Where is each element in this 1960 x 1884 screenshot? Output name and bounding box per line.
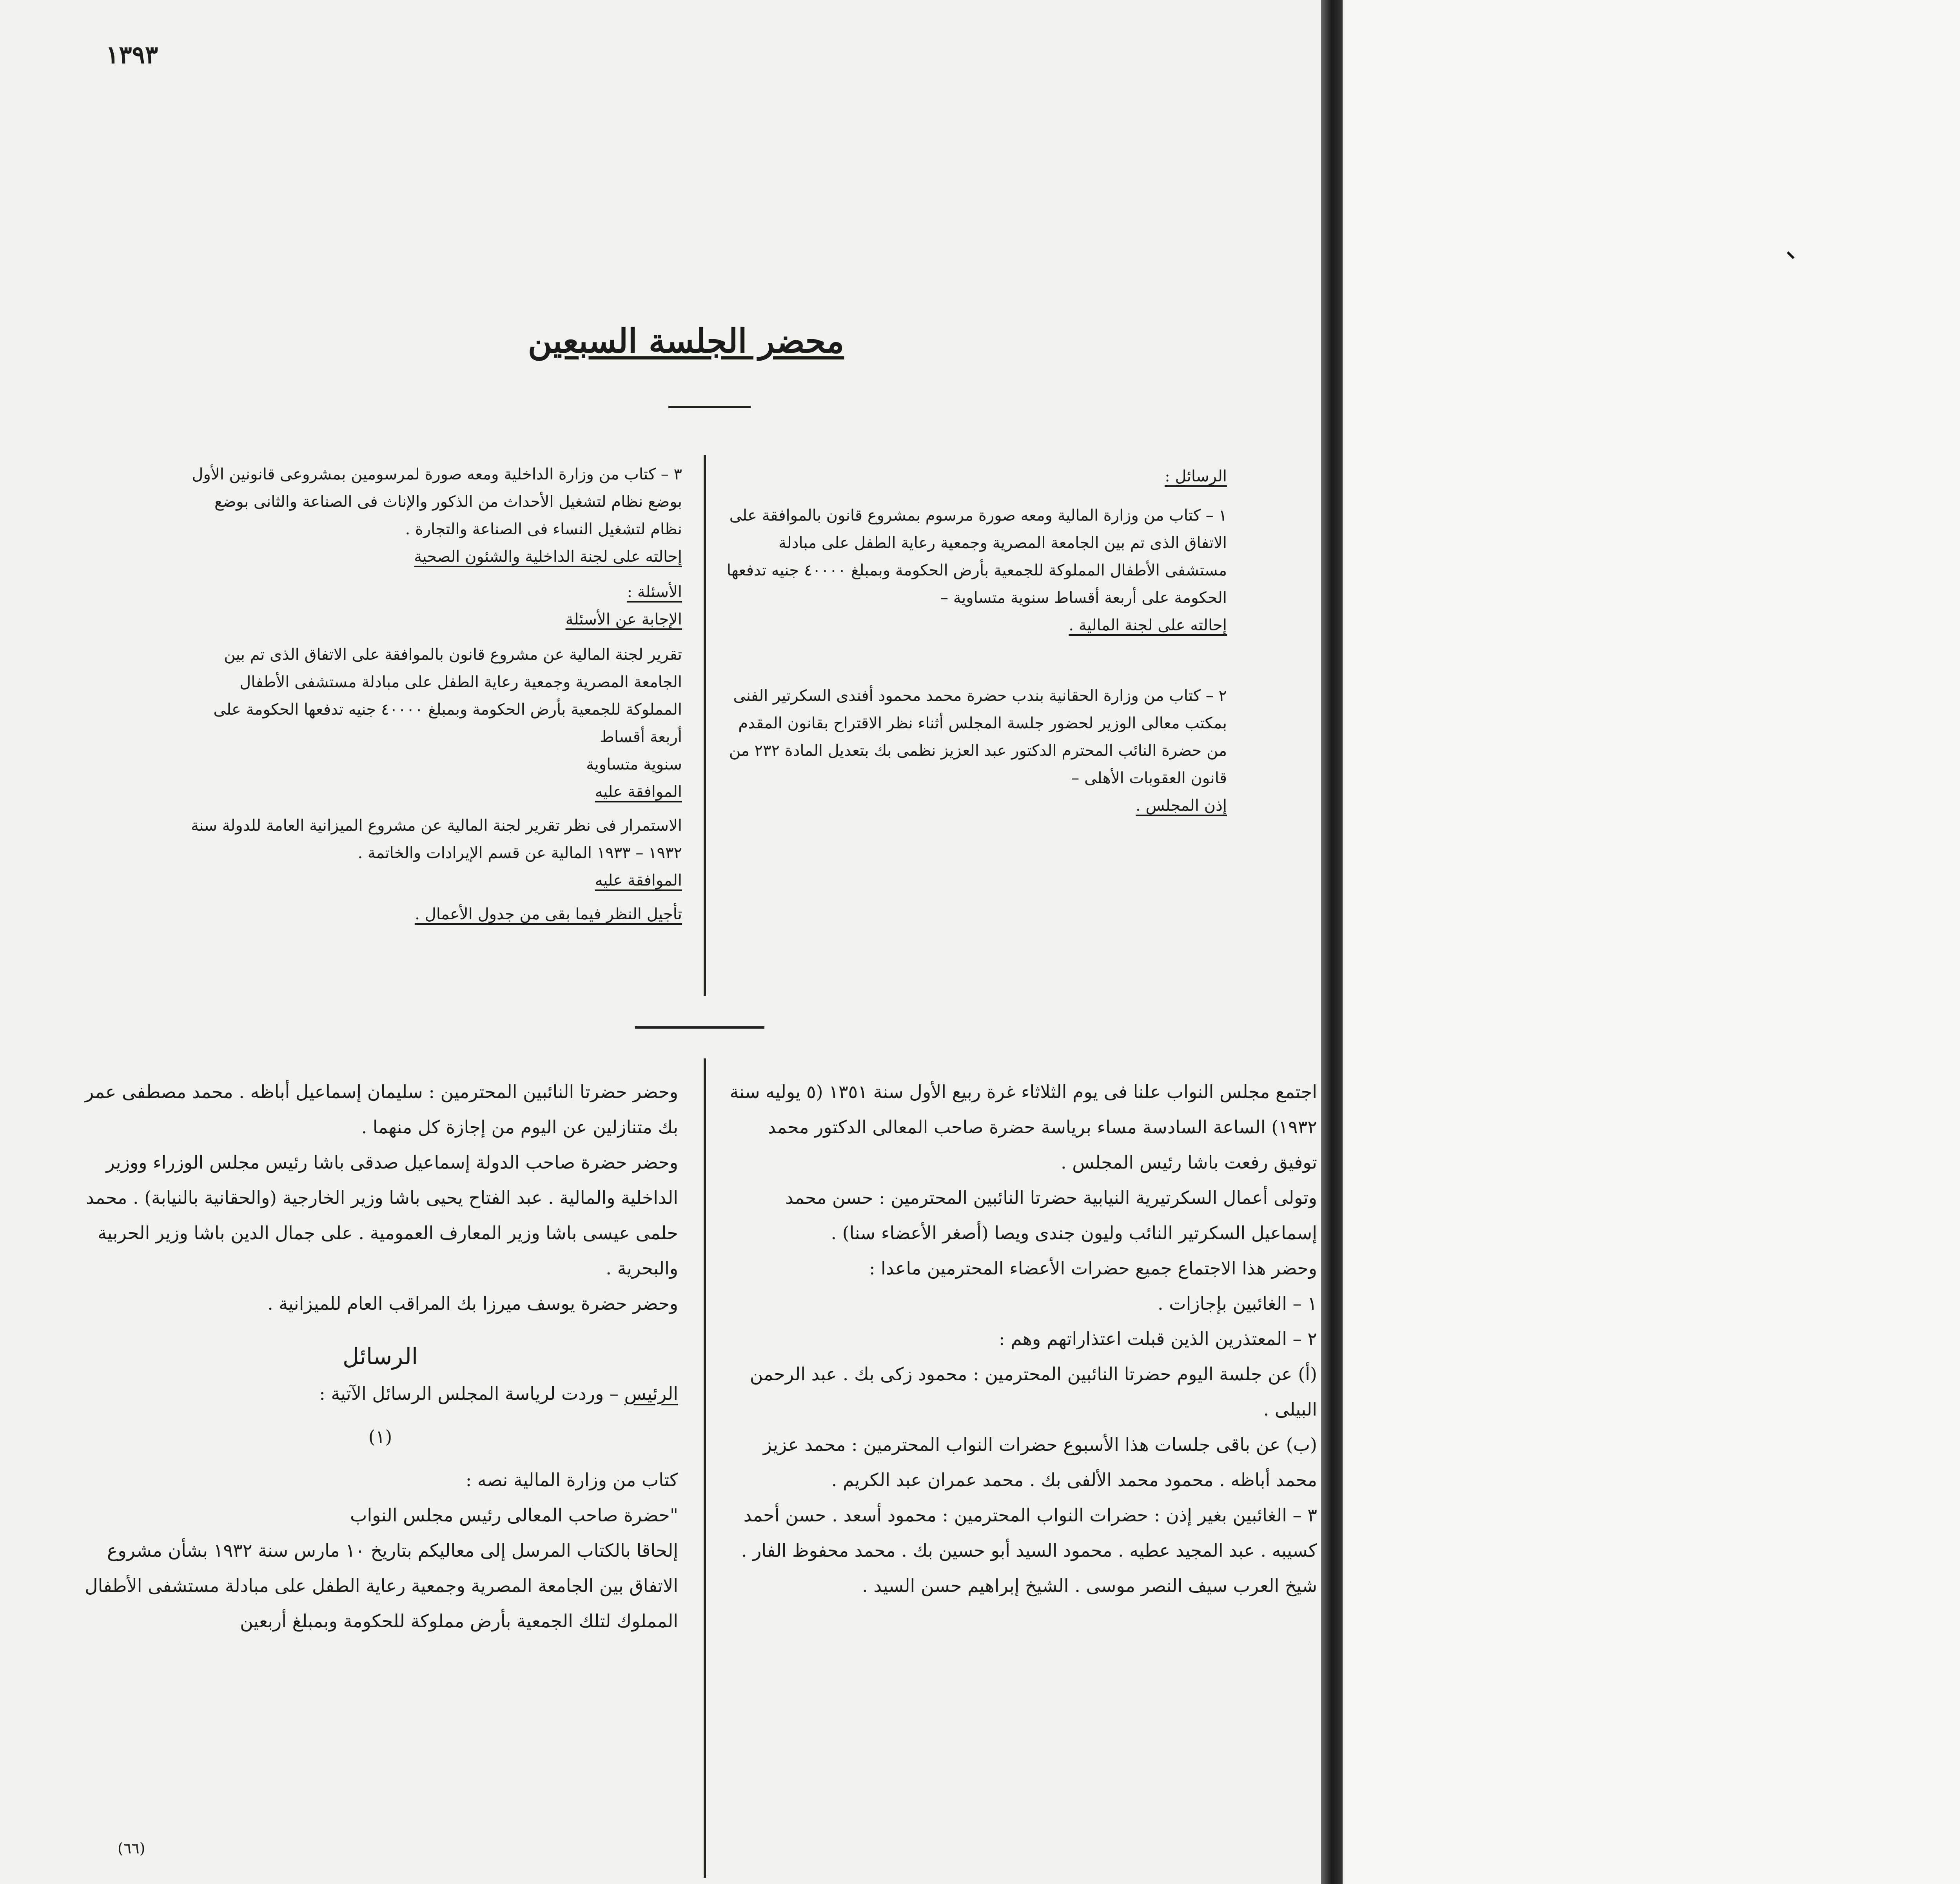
- agenda-right-column: [725, 463, 1227, 819]
- agenda-item-1-action: إحالته على لجنة المالية .: [1069, 616, 1227, 634]
- agenda-item-2-action: إذن المجلس .: [1136, 797, 1227, 815]
- letter-body: إلحاقا بالكتاب المرسل إلى معاليكم بتاريخ ١٠ مارس سنة ١٩٣٢ بشأن مشروع الاتفاق بين الجامعة المصرية وجمعية رعاية الطفل على مبادلة مستشفى الأطفال المملوك لتلك الجمعية بأرض مملوكة للحكومة وبمبلغ أربعين: [85, 1540, 678, 1632]
- messages-section-heading: الرسائل: [342, 1343, 418, 1370]
- secretaries: وتولى أعمال السكرتيرية النيابية حضرتا النائبين المحترمين : حسن محمد إسماعيل السكرتير النائب وليون جندى ويصا (أصغر الأعضاء سنا) .: [785, 1187, 1317, 1243]
- agenda-item-2-num: ٢ –: [1205, 687, 1227, 705]
- questions-heading: الأسئلة :: [627, 583, 682, 601]
- agenda-item-2-text: كتاب من وزارة الحقانية بندب حضرة محمد محمود أفندى السكرتير الفنى بمكتب معالى الوزير لحضور جلسة المجلس أثناء نظر الاقتراح بقانون المقدم من حضرة النائب المحترم الدكتور عبد العزيز نظمى بك بتعديل المادة ٢٣٢ من قانون العقوبات الأهلى –: [729, 687, 1227, 787]
- page-number: ١٣٩٣: [106, 40, 158, 69]
- minutes-column-divider: [704, 1058, 706, 1878]
- attendance-intro: وحضر هذا الاجتماع جميع حضرات الأعضاء المحترمين ماعدا :: [869, 1258, 1317, 1279]
- excused-week: (ب) عن باقى جلسات هذا الأسبوع حضرات النواب المحترمين : محمد عزيز محمد أباظه . محمود محمد الألفى بك . محمد عمران عبد الكريم .: [763, 1434, 1317, 1490]
- footer-number: (٦٦): [118, 1840, 145, 1857]
- agenda-item-2: [725, 682, 1227, 792]
- absent-leave: ١ – الغائبين بإجازات .: [1158, 1293, 1317, 1314]
- agenda-messages-heading: الرسائل :: [1165, 467, 1227, 485]
- agenda-item-1: [725, 502, 1227, 612]
- minutes-right-column: [725, 1074, 1317, 1603]
- agenda-item-3-text: كتاب من وزارة الداخلية ومعه صورة لمرسومين بمشروعى قانونين الأول بوضع نظام لتشغيل الأحداث من الذكور والإناث فى الصناعة والثانى بوضع نظام لتشغيل النساء فى الصناعة والتجارة .: [192, 465, 682, 538]
- budget-report: الاستمرار فى نظر تقرير لجنة المالية عن مشروع الميزانية العامة للدولة سنة ١٩٣٢ – ١٩٣٣ المالية عن قسم الإيرادات والخاتمة .: [191, 817, 682, 862]
- president-text: – وردت لرياسة المجلس الرسائل الآتية :: [319, 1383, 619, 1404]
- approval-2: الموافقة عليه: [595, 871, 682, 889]
- president-line: [82, 1376, 678, 1411]
- finance-report: تقرير لجنة المالية عن مشروع قانون بالموافقة على الاتفاق الذى تم بين الجامعة المصرية وجمعية رعاية الطفل على مبادلة مستشفى الأطفال المملوكة للجمعية بأرض الحكومة وبمبلغ ٤٠٠٠٠ جنيه تدفعها الحكومة على أربعة أقساط: [213, 646, 682, 746]
- letter-intro: كتاب من وزارة المالية نصه :: [465, 1469, 678, 1490]
- letter-salutation: "حضرة صاحب المعالى رئيس مجلس النواب: [350, 1505, 678, 1526]
- agenda-left-column: [188, 461, 682, 928]
- session-opening: اجتمع مجلس النواب علنا فى يوم الثلاثاء غرة ربيع الأول سنة ١٣٥١ (٥ يوليه سنة ١٩٣٢) الساعة السادسة مساء برياسة حضرة صاحب المعالى الدكتور محمد توفيق رفعت باشا رئيس المجلس .: [730, 1081, 1317, 1173]
- agenda-item-1-text: كتاب من وزارة المالية ومعه صورة مرسوم بمشروع قانون بالموافقة على الاتفاق الذى تم بين الجامعة المصرية وجمعية رعاية الطفل على مبادلة مستشفى الأطفال المملوكة للجمعية بأرض الحكومة وبمبلغ ٤٠٠٠٠ جنيه تدفعها الحكومة على أربعة أقساط سنوية متساوية –: [726, 506, 1227, 607]
- questions-answer: الإجابة عن الأسئلة: [565, 610, 682, 628]
- agenda-item-3: [188, 461, 682, 543]
- postpone-note: تأجيل النظر فيما بقى من جدول الأعمال .: [415, 905, 682, 923]
- members-present: وحضر حضرتا النائبين المحترمين : سليمان إسماعيل أباظه . محمد مصطفى عمر بك متنازلين عن اليوم من إجازة كل منهما .: [85, 1081, 678, 1138]
- title-rule: [668, 406, 751, 408]
- section-rule: [635, 1026, 764, 1029]
- specks: [1787, 251, 1795, 259]
- excused-intro: ٢ – المعتذرين الذين قبلت اعتذاراتهم وهم :: [999, 1328, 1317, 1349]
- budget-controller-present: وحضر حضرة يوسف ميرزا بك المراقب العام للميزانية .: [267, 1293, 678, 1314]
- finance-report-tail: سنوية متساوية: [586, 755, 682, 773]
- agenda-item-1-num: ١ –: [1205, 506, 1227, 525]
- ministers-present: وحضر حضرة صاحب الدولة إسماعيل صدقى باشا رئيس مجلس الوزراء ووزير الداخلية والمالية . عبد الفتاح يحيى باشا وزير الخارجية (والحقانية بالنيابة) . محمد حلمى عيسى باشا وزير المعارف العمومية . على جمال الدين باشا وزير الحربية والبحرية .: [86, 1152, 678, 1279]
- absent-unexcused: ٣ – الغائبين بغير إذن : حضرات النواب المحترمين : محمود أسعد . حسن أحمد كسيبه . عبد المجيد عطيه . محمود السيد أبو حسين بك . محمد محفوظ الفار . شيخ العرب سيف النصر موسى . الشيخ إبراهيم حسن السيد .: [741, 1505, 1317, 1596]
- president-label: الرئيس: [624, 1383, 678, 1404]
- letter-number: (١): [368, 1426, 392, 1447]
- excused-today: (أ) عن جلسة اليوم حضرتا النائبين المحترمين : محمود زكى بك . عبد الرحمن البيلى .: [750, 1363, 1317, 1420]
- book-gutter: [1321, 0, 1345, 1884]
- agenda-column-divider: [704, 455, 706, 996]
- approval-1: الموافقة عليه: [595, 783, 682, 801]
- blank-right-page: [1343, 0, 1960, 1884]
- agenda-item-3-num: ٣ –: [661, 465, 682, 483]
- minutes-left-column: [82, 1074, 678, 1639]
- agenda-item-3-action: إحالته على لجنة الداخلية والشئون الصحية: [414, 548, 682, 566]
- page-title: محضر الجلسة السبعين: [528, 321, 844, 360]
